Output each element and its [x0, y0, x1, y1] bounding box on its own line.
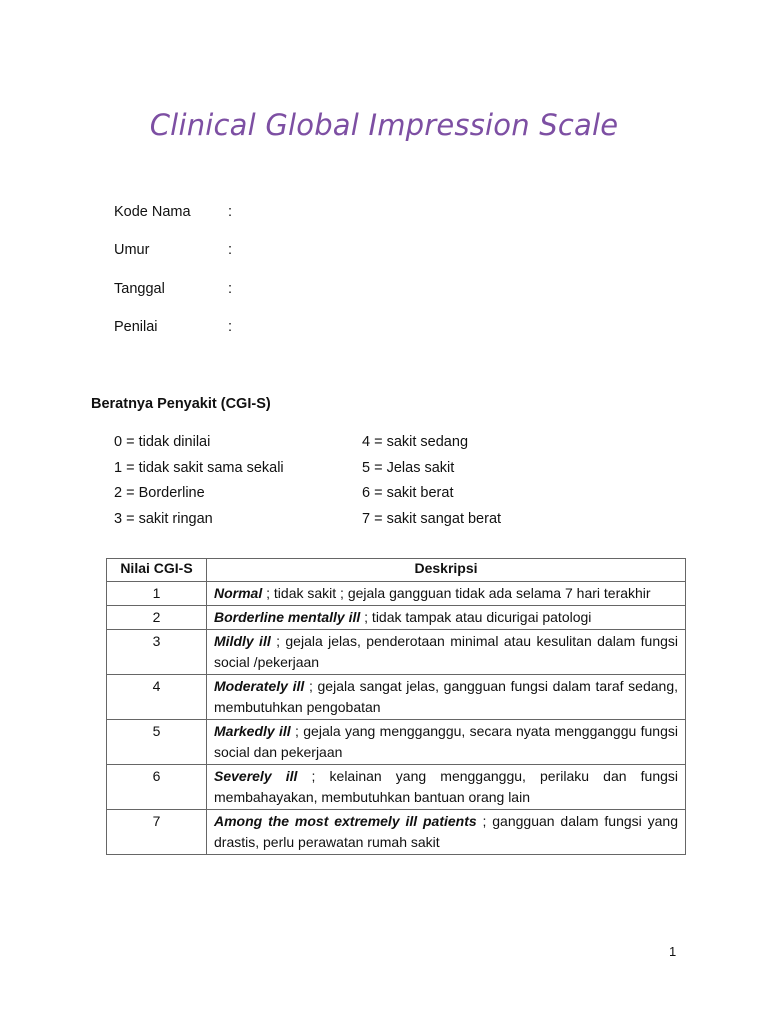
- row-term: Borderline mentally ill: [214, 609, 361, 625]
- row-value: 5: [107, 720, 207, 765]
- row-value: 7: [107, 810, 207, 855]
- section-heading: Beratnya Penyakit (CGI-S): [91, 396, 271, 412]
- field-separator: :: [228, 242, 233, 258]
- row-description: [207, 630, 686, 675]
- header-deskripsi: Deskripsi: [207, 559, 686, 582]
- table-row: [107, 720, 686, 765]
- row-desc-text: ; tidak sakit ; gejala gangguan tidak ada selama 7 hari terakhir: [262, 585, 651, 601]
- row-desc-text: ; gangguan dalam fungsi yang drastis, perlu perawatan rumah sakit: [214, 813, 678, 850]
- field-separator: :: [228, 281, 233, 297]
- table-row: [107, 810, 686, 855]
- table-row: [107, 675, 686, 720]
- row-description: [207, 675, 686, 720]
- table-row: [107, 630, 686, 675]
- row-description: [207, 582, 686, 606]
- scale-item: 2 = Borderline: [114, 485, 205, 501]
- row-value: 3: [107, 630, 207, 675]
- row-term: Moderately ill: [214, 678, 305, 694]
- field-label: Tanggal: [114, 281, 165, 297]
- table-row: [107, 582, 686, 606]
- field-penilai: [114, 319, 232, 335]
- table-row: [107, 765, 686, 810]
- scale-item: 3 = sakit ringan: [114, 510, 213, 527]
- scale-item: 1 = tidak sakit sama sekali: [114, 459, 284, 476]
- row-description: [207, 810, 686, 855]
- scale-list-left: [114, 432, 284, 534]
- row-description: [207, 765, 686, 810]
- scale-item: 7 = sakit sangat berat: [362, 510, 502, 527]
- row-desc-text: ; tidak tampak atau dicurigai patologi: [360, 609, 592, 625]
- row-value: 4: [107, 675, 207, 720]
- row-value: 2: [107, 606, 207, 630]
- row-description: [207, 720, 686, 765]
- header-nilai: Nilai CGI-S: [107, 559, 207, 582]
- table-header-row: [107, 559, 686, 582]
- row-description: [207, 606, 686, 630]
- field-separator: :: [228, 204, 233, 220]
- row-term: Normal: [214, 585, 263, 601]
- row-desc-text: ; gejala sangat jelas, gangguan fungsi dalam taraf sedang, membutuhkan pengobatan: [214, 678, 679, 715]
- cgi-s-table: [106, 558, 686, 855]
- field-label: Kode Nama: [114, 204, 191, 220]
- row-desc-text: ; gejala jelas, penderotaan minimal atau kesulitan dalam fungsi social /pekerjaan: [214, 633, 678, 670]
- document-title: Clinical Global Impression Scale: [149, 108, 619, 142]
- row-term: Markedly ill: [214, 723, 291, 739]
- field-separator: :: [228, 319, 233, 335]
- row-desc-text: ; kelainan yang mengganggu, perilaku dan fungsi membahayakan, membutuhkan bantuan orang lain: [214, 768, 679, 805]
- scale-item: 5 = Jelas sakit: [362, 459, 455, 476]
- field-kode-nama: [114, 204, 232, 220]
- scale-item: 6 = sakit berat: [362, 485, 454, 501]
- row-term: Severely ill: [214, 768, 298, 784]
- table-row: [107, 606, 686, 630]
- scale-list-right: [362, 432, 501, 534]
- row-value: 1: [107, 582, 207, 606]
- row-value: 6: [107, 765, 207, 810]
- row-term: Among the most extremely ill patients: [214, 813, 477, 829]
- scale-item: 4 = sakit sedang: [362, 434, 469, 450]
- field-label: Penilai: [114, 319, 158, 335]
- field-tanggal: [114, 281, 232, 297]
- field-umur: [114, 242, 232, 258]
- row-desc-text: ; gejala yang mengganggu, secara nyata mengganggu fungsi social dan pekerjaan: [214, 723, 678, 760]
- scale-item: 0 = tidak dinilai: [114, 434, 211, 450]
- field-label: Umur: [114, 242, 150, 258]
- page-number: 1: [669, 944, 677, 959]
- row-term: Mildly ill: [214, 633, 271, 649]
